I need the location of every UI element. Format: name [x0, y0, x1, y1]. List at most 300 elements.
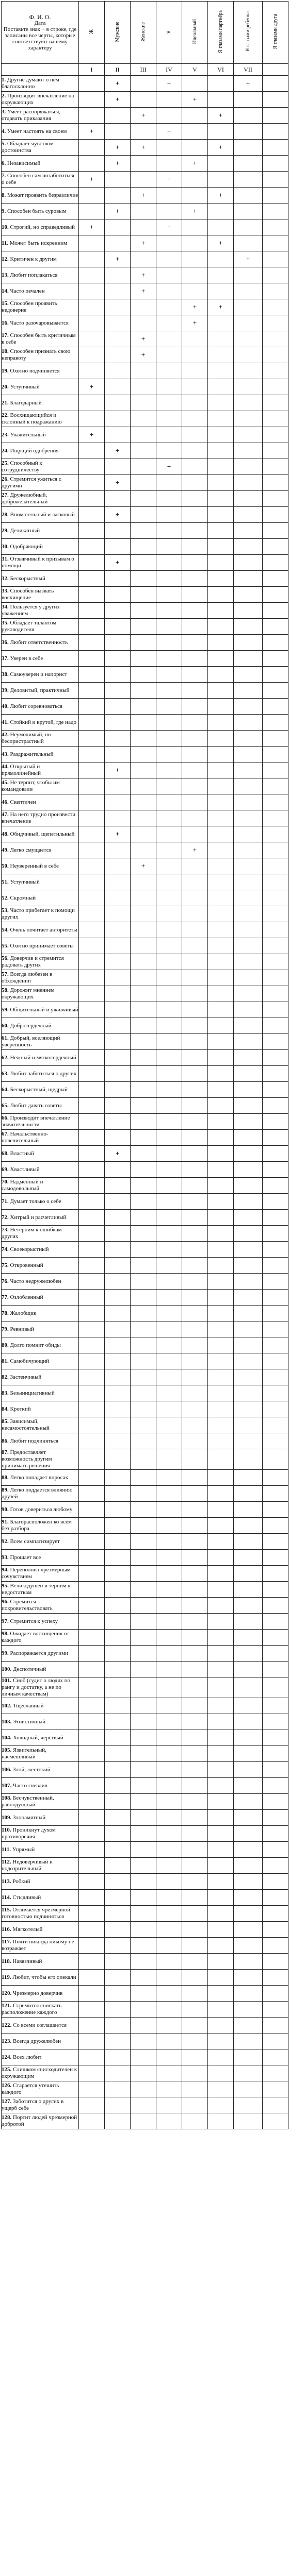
mark-cell[interactable] [182, 922, 208, 938]
mark-cell[interactable] [105, 427, 131, 443]
mark-cell[interactable] [182, 778, 208, 794]
mark-cell[interactable] [156, 283, 182, 299]
mark-cell[interactable] [105, 523, 131, 539]
mark-cell[interactable] [156, 1986, 182, 2002]
mark-cell[interactable] [131, 619, 156, 635]
mark-cell[interactable] [263, 539, 288, 555]
mark-cell[interactable] [234, 1369, 263, 1385]
mark-cell[interactable] [208, 731, 234, 747]
mark-cell[interactable] [182, 1226, 208, 1242]
mark-cell[interactable] [182, 970, 208, 986]
mark-cell[interactable] [105, 1130, 131, 1146]
mark-cell[interactable] [208, 1566, 234, 1582]
mark-cell[interactable] [105, 1986, 131, 2002]
mark-cell[interactable] [131, 1178, 156, 1194]
mark-cell[interactable] [263, 1582, 288, 1598]
mark-cell[interactable] [208, 539, 234, 555]
mark-cell[interactable] [156, 619, 182, 635]
mark-cell[interactable] [105, 1242, 131, 1258]
mark-cell[interactable] [208, 2113, 234, 2129]
mark-cell[interactable] [79, 1662, 105, 1677]
mark-cell[interactable] [263, 331, 288, 347]
mark-cell[interactable]: + [105, 507, 131, 523]
mark-cell[interactable] [263, 124, 288, 140]
mark-cell[interactable] [234, 810, 263, 826]
mark-cell[interactable] [131, 523, 156, 539]
mark-cell[interactable] [131, 762, 156, 778]
mark-cell[interactable] [234, 2081, 263, 2097]
mark-cell[interactable] [105, 970, 131, 986]
mark-cell[interactable] [263, 1922, 288, 1938]
mark-cell[interactable] [79, 1002, 105, 1018]
mark-cell[interactable] [79, 523, 105, 539]
mark-cell[interactable] [131, 507, 156, 523]
mark-cell[interactable] [208, 954, 234, 970]
mark-cell[interactable] [263, 2002, 288, 2018]
mark-cell[interactable] [263, 2018, 288, 2033]
mark-cell[interactable] [131, 1534, 156, 1550]
mark-cell[interactable] [131, 587, 156, 603]
mark-cell[interactable] [234, 1226, 263, 1242]
mark-cell[interactable] [156, 1890, 182, 1906]
mark-cell[interactable] [263, 1401, 288, 1417]
mark-cell[interactable] [208, 331, 234, 347]
mark-cell[interactable] [234, 1130, 263, 1146]
mark-cell[interactable] [105, 906, 131, 922]
mark-cell[interactable] [156, 411, 182, 427]
mark-cell[interactable] [131, 491, 156, 507]
mark-cell[interactable] [182, 1401, 208, 1417]
mark-cell[interactable] [105, 842, 131, 858]
mark-cell[interactable] [79, 635, 105, 651]
mark-cell[interactable] [156, 1646, 182, 1662]
mark-cell[interactable] [131, 1018, 156, 1034]
mark-cell[interactable] [156, 523, 182, 539]
mark-cell[interactable] [234, 491, 263, 507]
mark-cell[interactable] [234, 651, 263, 667]
mark-cell[interactable] [208, 1082, 234, 1098]
mark-cell[interactable] [105, 491, 131, 507]
mark-cell[interactable] [263, 1242, 288, 1258]
mark-cell[interactable] [263, 1794, 288, 1810]
mark-cell[interactable] [182, 188, 208, 204]
mark-cell[interactable] [105, 1858, 131, 1874]
mark-cell[interactable] [263, 1938, 288, 1954]
mark-cell[interactable] [131, 411, 156, 427]
mark-cell[interactable] [79, 1194, 105, 1210]
mark-cell[interactable] [105, 299, 131, 315]
mark-cell[interactable] [234, 1598, 263, 1614]
mark-cell[interactable]: + [131, 331, 156, 347]
mark-cell[interactable] [79, 1353, 105, 1369]
mark-cell[interactable] [131, 747, 156, 762]
mark-cell[interactable] [131, 986, 156, 1002]
mark-cell[interactable] [156, 1226, 182, 1242]
mark-cell[interactable] [234, 1098, 263, 1114]
mark-cell[interactable] [234, 1874, 263, 1890]
mark-cell[interactable] [79, 683, 105, 699]
mark-cell[interactable] [263, 1874, 288, 1890]
mark-cell[interactable] [105, 1486, 131, 1502]
mark-cell[interactable] [131, 1470, 156, 1486]
mark-cell[interactable] [234, 699, 263, 715]
mark-cell[interactable] [131, 1954, 156, 1970]
mark-cell[interactable] [156, 922, 182, 938]
mark-cell[interactable] [79, 778, 105, 794]
mark-cell[interactable] [79, 411, 105, 427]
mark-cell[interactable] [79, 938, 105, 954]
mark-cell[interactable] [208, 938, 234, 954]
mark-cell[interactable] [263, 1502, 288, 1518]
mark-cell[interactable] [182, 108, 208, 124]
mark-cell[interactable] [234, 507, 263, 523]
mark-cell[interactable] [156, 204, 182, 219]
mark-cell[interactable] [208, 2049, 234, 2065]
mark-cell[interactable] [182, 523, 208, 539]
mark-cell[interactable] [131, 826, 156, 842]
mark-cell[interactable] [105, 188, 131, 204]
mark-cell[interactable] [263, 1337, 288, 1353]
mark-cell[interactable] [156, 1034, 182, 1050]
mark-cell[interactable] [105, 1178, 131, 1194]
mark-cell[interactable] [156, 2049, 182, 2065]
mark-cell[interactable] [234, 1018, 263, 1034]
mark-cell[interactable] [79, 1018, 105, 1034]
mark-cell[interactable] [263, 810, 288, 826]
mark-cell[interactable] [156, 1146, 182, 1162]
mark-cell[interactable] [208, 1810, 234, 1826]
mark-cell[interactable] [182, 235, 208, 251]
mark-cell[interactable] [208, 1066, 234, 1082]
mark-cell[interactable] [79, 1970, 105, 1986]
mark-cell[interactable] [208, 571, 234, 587]
mark-cell[interactable] [156, 1938, 182, 1954]
mark-cell[interactable]: + [182, 299, 208, 315]
mark-cell[interactable] [131, 2018, 156, 2033]
mark-cell[interactable] [156, 667, 182, 683]
mark-cell[interactable]: + [131, 188, 156, 204]
mark-cell[interactable] [263, 140, 288, 156]
mark-cell[interactable] [208, 1162, 234, 1178]
mark-cell[interactable] [79, 1986, 105, 2002]
mark-cell[interactable] [156, 826, 182, 842]
mark-cell[interactable] [105, 315, 131, 331]
mark-cell[interactable] [131, 555, 156, 571]
mark-cell[interactable] [263, 651, 288, 667]
mark-cell[interactable] [208, 1922, 234, 1938]
mark-cell[interactable] [182, 1778, 208, 1794]
mark-cell[interactable] [234, 1566, 263, 1582]
mark-cell[interactable] [79, 1826, 105, 1842]
mark-cell[interactable] [182, 379, 208, 395]
mark-cell[interactable] [182, 1730, 208, 1746]
mark-cell[interactable] [79, 1050, 105, 1066]
mark-cell[interactable] [105, 172, 131, 188]
mark-cell[interactable] [105, 1842, 131, 1858]
mark-cell[interactable] [234, 1906, 263, 1922]
mark-cell[interactable] [79, 1714, 105, 1730]
mark-cell[interactable] [156, 1274, 182, 1290]
mark-cell[interactable] [79, 1582, 105, 1598]
mark-cell[interactable] [105, 219, 131, 235]
mark-cell[interactable] [156, 188, 182, 204]
mark-cell[interactable] [263, 922, 288, 938]
mark-cell[interactable] [182, 938, 208, 954]
mark-cell[interactable] [234, 762, 263, 778]
mark-cell[interactable] [234, 1433, 263, 1449]
mark-cell[interactable] [156, 347, 182, 363]
mark-cell[interactable] [79, 140, 105, 156]
mark-cell[interactable] [208, 1662, 234, 1677]
mark-cell[interactable] [79, 283, 105, 299]
mark-cell[interactable] [131, 794, 156, 810]
mark-cell[interactable] [79, 108, 105, 124]
mark-cell[interactable] [208, 587, 234, 603]
mark-cell[interactable] [79, 347, 105, 363]
mark-cell[interactable] [182, 1018, 208, 1034]
mark-cell[interactable] [79, 1794, 105, 1810]
mark-cell[interactable] [156, 1858, 182, 1874]
mark-cell[interactable] [234, 1534, 263, 1550]
mark-cell[interactable] [131, 1566, 156, 1582]
mark-cell[interactable] [105, 1714, 131, 1730]
mark-cell[interactable] [105, 810, 131, 826]
mark-cell[interactable] [131, 1066, 156, 1082]
mark-cell[interactable] [234, 1178, 263, 1194]
mark-cell[interactable] [156, 1970, 182, 1986]
mark-cell[interactable] [234, 459, 263, 475]
mark-cell[interactable] [263, 635, 288, 651]
mark-cell[interactable] [263, 315, 288, 331]
mark-cell[interactable]: + [131, 267, 156, 283]
mark-cell[interactable] [208, 1050, 234, 1066]
mark-cell[interactable] [234, 411, 263, 427]
mark-cell[interactable] [263, 1290, 288, 1306]
mark-cell[interactable] [156, 858, 182, 874]
mark-cell[interactable] [208, 1274, 234, 1290]
mark-cell[interactable] [263, 172, 288, 188]
mark-cell[interactable] [234, 1550, 263, 1566]
mark-cell[interactable] [234, 1746, 263, 1762]
mark-cell[interactable] [182, 587, 208, 603]
mark-cell[interactable] [263, 1858, 288, 1874]
mark-cell[interactable] [79, 1306, 105, 1321]
mark-cell[interactable] [208, 1890, 234, 1906]
mark-cell[interactable] [182, 1938, 208, 1954]
mark-cell[interactable] [131, 922, 156, 938]
mark-cell[interactable] [208, 1401, 234, 1417]
mark-cell[interactable] [208, 363, 234, 379]
mark-cell[interactable] [263, 475, 288, 491]
mark-cell[interactable] [156, 1874, 182, 1890]
mark-cell[interactable] [79, 1417, 105, 1433]
mark-cell[interactable] [234, 1986, 263, 2002]
mark-cell[interactable] [156, 1677, 182, 1698]
mark-cell[interactable]: + [131, 347, 156, 363]
mark-cell[interactable] [79, 986, 105, 1002]
mark-cell[interactable] [234, 1258, 263, 1274]
mark-cell[interactable] [263, 347, 288, 363]
mark-cell[interactable] [105, 1369, 131, 1385]
mark-cell[interactable] [79, 475, 105, 491]
mark-cell[interactable] [208, 1986, 234, 2002]
mark-cell[interactable] [131, 1353, 156, 1369]
mark-cell[interactable] [79, 1034, 105, 1050]
mark-cell[interactable] [182, 1954, 208, 1970]
mark-cell[interactable] [263, 1970, 288, 1986]
mark-cell[interactable] [156, 1730, 182, 1746]
mark-cell[interactable] [182, 1518, 208, 1534]
mark-cell[interactable] [156, 906, 182, 922]
mark-cell[interactable] [208, 1646, 234, 1662]
mark-cell[interactable]: + [105, 76, 131, 92]
mark-cell[interactable] [79, 539, 105, 555]
mark-cell[interactable] [263, 204, 288, 219]
mark-cell[interactable] [182, 459, 208, 475]
mark-cell[interactable] [182, 1385, 208, 1401]
mark-cell[interactable] [79, 874, 105, 890]
mark-cell[interactable] [263, 1130, 288, 1146]
mark-cell[interactable] [79, 1290, 105, 1306]
mark-cell[interactable] [182, 491, 208, 507]
mark-cell[interactable] [105, 571, 131, 587]
mark-cell[interactable] [182, 1630, 208, 1646]
mark-cell[interactable] [156, 363, 182, 379]
mark-cell[interactable] [105, 1194, 131, 1210]
mark-cell[interactable] [182, 427, 208, 443]
mark-cell[interactable] [234, 172, 263, 188]
mark-cell[interactable] [131, 2065, 156, 2081]
mark-cell[interactable] [105, 986, 131, 1002]
mark-cell[interactable] [79, 363, 105, 379]
mark-cell[interactable] [263, 1550, 288, 1566]
mark-cell[interactable] [208, 778, 234, 794]
mark-cell[interactable] [234, 1922, 263, 1938]
mark-cell[interactable] [234, 1677, 263, 1698]
mark-cell[interactable] [208, 1762, 234, 1778]
mark-cell[interactable] [131, 2113, 156, 2129]
mark-cell[interactable] [234, 1582, 263, 1598]
mark-cell[interactable] [234, 1810, 263, 1826]
mark-cell[interactable] [156, 2113, 182, 2129]
mark-cell[interactable] [131, 1401, 156, 1417]
mark-cell[interactable] [156, 954, 182, 970]
mark-cell[interactable] [79, 794, 105, 810]
mark-cell[interactable]: + [156, 124, 182, 140]
mark-cell[interactable] [105, 1646, 131, 1662]
mark-cell[interactable] [182, 411, 208, 427]
mark-cell[interactable] [182, 954, 208, 970]
mark-cell[interactable] [79, 1614, 105, 1630]
mark-cell[interactable] [131, 1938, 156, 1954]
mark-cell[interactable] [131, 1337, 156, 1353]
mark-cell[interactable] [156, 1162, 182, 1178]
mark-cell[interactable] [182, 172, 208, 188]
mark-cell[interactable] [263, 1306, 288, 1321]
mark-cell[interactable] [156, 1746, 182, 1762]
mark-cell[interactable] [234, 1210, 263, 1226]
mark-cell[interactable] [156, 1258, 182, 1274]
mark-cell[interactable] [208, 826, 234, 842]
mark-cell[interactable] [263, 1066, 288, 1082]
mark-cell[interactable] [208, 683, 234, 699]
mark-cell[interactable] [234, 523, 263, 539]
mark-cell[interactable] [182, 986, 208, 1002]
mark-cell[interactable] [131, 874, 156, 890]
mark-cell[interactable] [79, 1210, 105, 1226]
mark-cell[interactable] [234, 890, 263, 906]
mark-cell[interactable] [234, 331, 263, 347]
mark-cell[interactable] [208, 251, 234, 267]
mark-cell[interactable] [79, 731, 105, 747]
mark-cell[interactable] [208, 635, 234, 651]
mark-cell[interactable] [131, 1874, 156, 1890]
mark-cell[interactable] [263, 858, 288, 874]
mark-cell[interactable] [79, 1906, 105, 1922]
mark-cell[interactable] [182, 363, 208, 379]
mark-cell[interactable] [79, 2033, 105, 2049]
mark-cell[interactable] [234, 2033, 263, 2049]
mark-cell[interactable] [234, 204, 263, 219]
mark-cell[interactable] [105, 1226, 131, 1242]
mark-cell[interactable] [156, 92, 182, 108]
mark-cell[interactable] [105, 2113, 131, 2129]
mark-cell[interactable] [105, 683, 131, 699]
mark-cell[interactable] [234, 1050, 263, 1066]
mark-cell[interactable] [208, 1970, 234, 1986]
mark-cell[interactable] [79, 2018, 105, 2033]
mark-cell[interactable] [182, 1337, 208, 1353]
mark-cell[interactable] [234, 1730, 263, 1746]
mark-cell[interactable]: + [131, 858, 156, 874]
mark-cell[interactable] [263, 379, 288, 395]
mark-cell[interactable] [156, 747, 182, 762]
mark-cell[interactable] [156, 1114, 182, 1130]
mark-cell[interactable] [182, 1210, 208, 1226]
mark-cell[interactable] [105, 1449, 131, 1470]
mark-cell[interactable]: + [208, 235, 234, 251]
mark-cell[interactable] [182, 1274, 208, 1290]
mark-cell[interactable] [131, 1082, 156, 1098]
mark-cell[interactable] [234, 747, 263, 762]
mark-cell[interactable] [234, 842, 263, 858]
mark-cell[interactable] [182, 571, 208, 587]
mark-cell[interactable] [182, 1614, 208, 1630]
mark-cell[interactable] [234, 2002, 263, 2018]
mark-cell[interactable] [234, 922, 263, 938]
mark-cell[interactable] [79, 507, 105, 523]
mark-cell[interactable]: + [105, 92, 131, 108]
mark-cell[interactable] [208, 395, 234, 411]
mark-cell[interactable] [234, 715, 263, 731]
mark-cell[interactable] [131, 1677, 156, 1698]
mark-cell[interactable]: + [234, 76, 263, 92]
mark-cell[interactable] [105, 635, 131, 651]
mark-cell[interactable] [208, 92, 234, 108]
mark-cell[interactable] [263, 76, 288, 92]
mark-cell[interactable] [131, 299, 156, 315]
mark-cell[interactable] [234, 315, 263, 331]
mark-cell[interactable]: + [79, 219, 105, 235]
mark-cell[interactable] [156, 1954, 182, 1970]
mark-cell[interactable] [208, 1433, 234, 1449]
mark-cell[interactable] [208, 1258, 234, 1274]
mark-cell[interactable] [105, 347, 131, 363]
mark-cell[interactable] [182, 1746, 208, 1762]
mark-cell[interactable] [263, 778, 288, 794]
mark-cell[interactable] [156, 1630, 182, 1646]
mark-cell[interactable] [182, 2002, 208, 2018]
